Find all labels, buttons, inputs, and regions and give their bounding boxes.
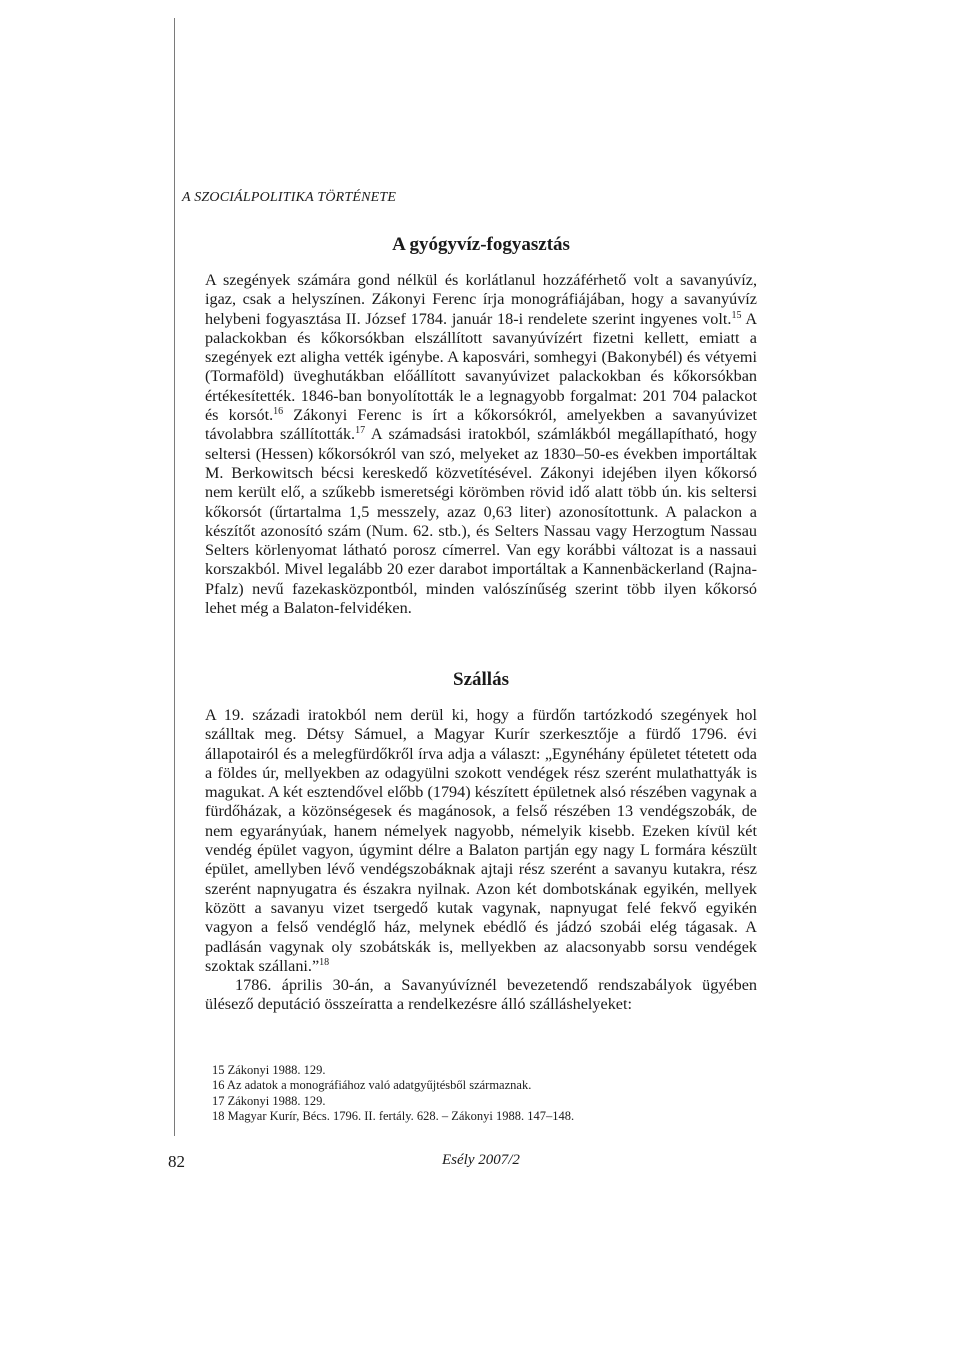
footnote-ref-17: 17 — [355, 425, 366, 437]
text-run: A 19. századi iratokból nem derül ki, hogy a fürdőn tartózkodó szegények hol szálltak meg. Détsy Sámuel, a Magyar Kurír szerkesztője a fürdő 1796. évi állapotairól és a melegfürdőkről írva adja a választ: „Egynéhány épületet tétetett oda a földes úr, mellyekben az odagyülni szokott vendégek rész szerént mulathattyák is magukat. A két esztendővel előbb (1794) készített épületnek alsó részében vagynak a fürdőházak, a közönségesek és magánosok, a felső részében 13 vendégszobák, de nem egyarányúak, hanem némelyek nagyobb, némelyik kisebb. Ezeken kívül két vendég épület vagyon, úgymint délre a Balaton partján egy nagy L formára készült épület, amellyben lévő vendégszobáknak ajtaji rész szerént a savanyu kutakra, rész szerént napnyugatra és északra nyilnak. Azon két dombotskának egyikén, mellyek között a savanyu vizet tsergedő kutak vagynak, napnyugat felé fekvő egyikén vagyon a felső vendéglő ház, melynek ebédlő és jádzó szobái elég tágasak. A padlásán vagynak oly szobátskák is, mellyekben az alacsonyabb sorsu vendégek szoktak szállani.” — [205, 706, 757, 975]
footnote-15: 15 Zákonyi 1988. 129. — [212, 1063, 326, 1077]
paragraph — [205, 706, 757, 976]
footnote-ref-16: 16 — [273, 406, 284, 418]
paragraph — [205, 271, 757, 618]
footnote-16: 16 Az adatok a monográfiához való adatgyűjtésből származnak. — [212, 1078, 532, 1093]
footnote-ref-18: 18 — [319, 956, 330, 968]
journal-name: Esély 2007/2 — [442, 1152, 520, 1168]
text-run: A számadsási iratokból, számlákból megállapítható, hogy seltersi (Hessen) kőkorsókról van szó, melyeket az 1830–50-es években importáltak M. Berkowitsch bécsi kereskedő közvetítésével. Zákonyi idejében ilyen kőkorsó nem került elő, a szűkebb ismeretségi körömben rövid idő alatt több ún. kis seltersi kőkorsót (űrtartalma 1,5 messzely, azaz 0,63 liter) azonosítottunk. A palackon a készítőt azonosító szám (Num. 62. stb.), és Selters Nassau vagy Herzogtum Nassau Selters körlenyomat látható porosz címerrel. Van egy korábbi változat is a nassaui korszakból. Mivel legalább 20 ezer darabot importáltak a Kannenbäckerland (Rajna-Pfalz) nevű fazekasközpontból, minden valószínűség szerint több ilyen kőkorsó lehet még a Balaton-felvidéken. — [205, 425, 757, 618]
body-text-szallas — [205, 706, 757, 1015]
paragraph: 1786. április 30-án, a Savanyúvíznél bevezetendő rendszabályok ügyében ülésező deputáció összeíratta a rendelkezésre álló szálláshelyeket: — [205, 976, 757, 1014]
footnotes — [212, 1063, 752, 1125]
page-number: 82 — [168, 1152, 185, 1171]
footnote-ref-15: 15 — [731, 309, 742, 321]
text-run: Zákonyi Ferenc is írt a kőkorsókról, amelyekben a savanyúvizet távolabbra szállították. — [205, 406, 758, 444]
section-title-gyogyviz: A gyógyvíz-fogyasztás — [392, 234, 570, 255]
running-head: A SZOCIÁLPOLITIKA TÖRTÉNETE — [182, 190, 397, 205]
footnote-18: 18 Magyar Kurír, Bécs. 1796. II. fertály. 628. – Zákonyi 1988. 147–148. — [212, 1109, 575, 1124]
margin-rule — [174, 18, 175, 1136]
footnote-17: 17 Zákonyi 1988. 129. — [212, 1093, 326, 1108]
text-run: A szegények számára gond nélkül és korlátlanul hozzáférhető volt a savanyúvíz, igaz, csak a helyszínen. Zákonyi Ferenc írja monográfiájában, hogy a savanyúvíz helybeni fogyasztása II. József 1784. január 18-i rendelete szerint ingyenes volt. — [205, 271, 757, 328]
text-run: A palackokban és kőkorsókban elszállított savanyúvízért fizetni kellett, emiatt a szegények ezt aligha vették igénybe. A kaposvári, somhegyi (Bakonybél) és vétyemi (Tormaföld) üveghutákban előállított savanyúvizet palackokban és kőkorsókban értékesítették. 1846-ban bonyolították le a legnagyobb forgalmat: 201 704 palackot és korsót. — [205, 309, 758, 425]
section-title-szallas: Szállás — [453, 669, 509, 690]
body-text-gyogyviz — [205, 271, 757, 618]
